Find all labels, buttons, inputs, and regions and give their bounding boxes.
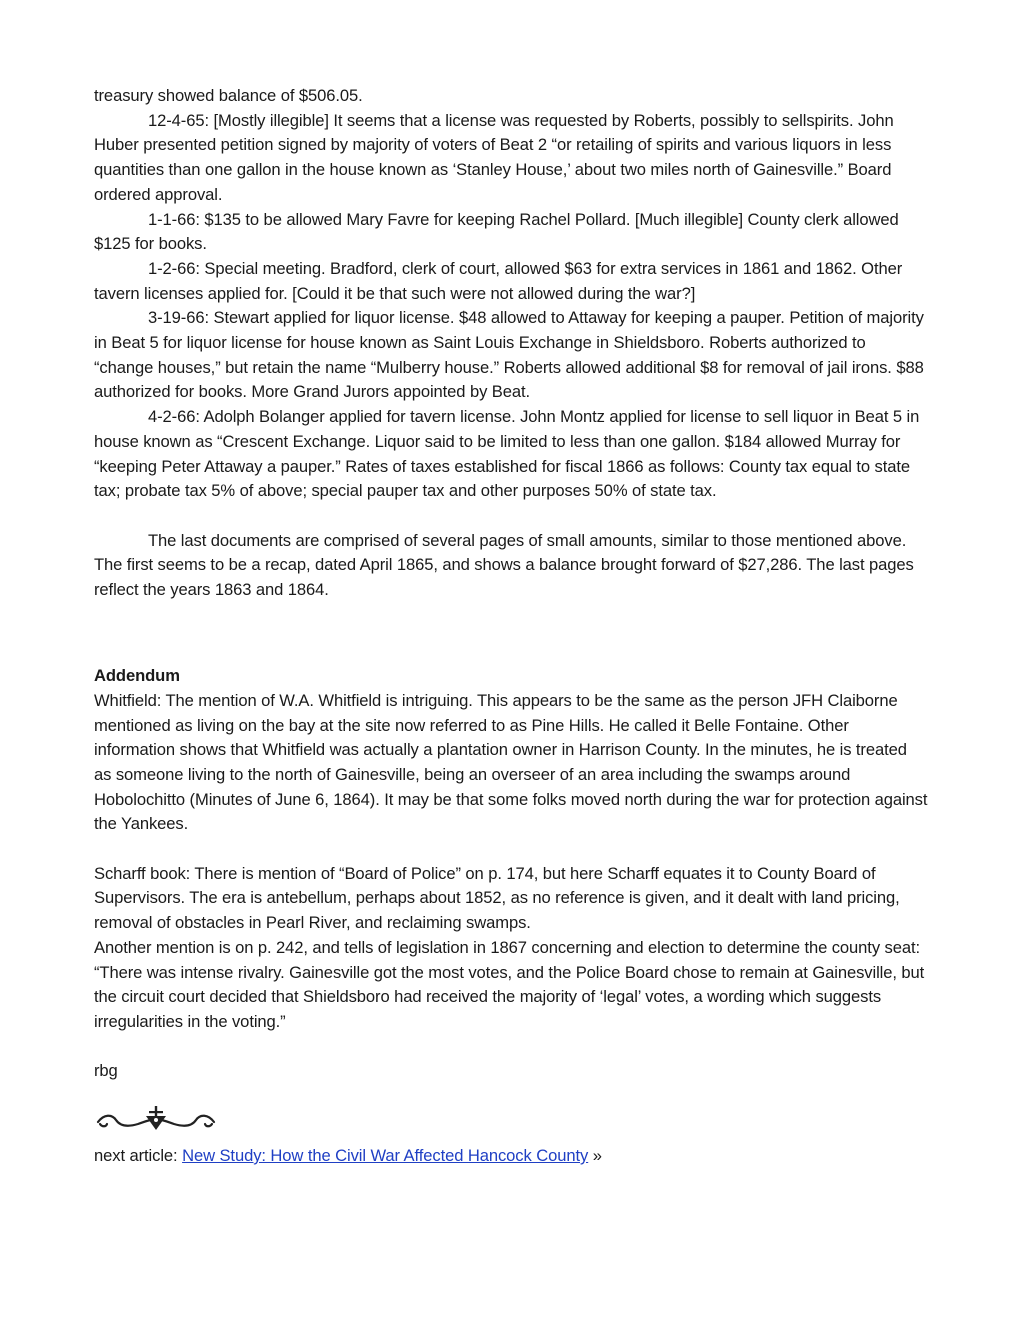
next-article-link[interactable]: New Study: How the Civil War Affected Hancock County [182,1146,589,1166]
decorative-flourish-icon [94,1100,218,1136]
next-article-arrow: » [588,1146,602,1166]
document-body [94,84,928,1169]
paragraph-4-2-66: 4-2-66: Adolph Bolanger applied for tavern license. John Montz applied for license to sell liquor in Beat 5 in house known as “Crescent Exchange. Liquor said to be limited to less than one gallon. $184 allowed Murray for “keeping Peter Attaway a pauper.” Rates of taxes established for fiscal 1866 as follows: County tax equal to state tax; probate tax 5% of above; special pauper tax and other purposes 50% of state tax. [94,407,920,501]
paragraph-treasury: treasury showed balance of $506.05. [94,86,363,105]
spacer [94,504,928,529]
paragraph-scharff: Scharff book: There is mention of “Board of Police” on p. 174, but here Scharff equates it to County Board of Supervisors. The era is antebellum, perhaps about 1852, as no reference is given, and it dealt with land pricing, removal of obstacles in Pearl River, and reclaiming swamps. [94,863,900,933]
paragraph-12-4-65: 12-4-65: [Mostly illegible] It seems that a license was requested by Roberts, possibly to sellspirits. John Huber presented petition signed by majority of voters of Beat 2 “or retailing of spirits and various liquors in less quantities than one gallon in the house known as ‘Stanley House,’ about two miles north of Gainesville.” Board ordered approval. [94,110,894,204]
next-article-prefix: next article: [94,1146,183,1166]
addendum-heading: Addendum [94,666,180,686]
paragraph-1-2-66: 1-2-66: Special meeting. Bradford, clerk of court, allowed $63 for extra services in 1861 and 1862. Other tavern licenses applied for. [Could it be that such were not allowed during the war?] [94,258,903,303]
paragraph-another-mention: Another mention is on p. 242, and tells of legislation in 1867 concerning and election to determine the county seat: “There was intense rivalry. Gainesville got the most votes, and the Police Board chose to remain at Gainesville, but the circuit court decided that Shieldsboro had received the majority of ‘legal’ votes, a wording which suggests irregularities in the voting.” [94,937,925,1031]
spacer [94,652,928,664]
spacer [94,1035,928,1060]
signature: rbg [94,1061,118,1081]
spacer [94,603,928,652]
next-article-line [94,1144,928,1169]
paragraph-3-19-66: 3-19-66: Stewart applied for liquor license. $48 allowed to Attaway for keeping a pauper. Petition of majority in Beat 5 for liquor license for house known as Saint Louis Exchange in Shieldsboro. Roberts authorized to “change houses,” but retain the name “Mulberry house.” Roberts allowed additional $8 for removal of jail irons. $88 authorized for books. More Grand Jurors appointed by Beat. [94,308,924,402]
paragraph-1-1-66: 1-1-66: $135 to be allowed Mary Favre for keeping Rachel Pollard. [Much illegible] County clerk allowed $125 for books. [94,209,899,254]
minutes-entries [94,84,928,504]
paragraph-whitfield: Whitfield: The mention of W.A. Whitfield is intriguing. This appears to be the same as the person JFH Claiborne mentioned as living on the bay at the site now referred to as Pine Hills. He called it Belle Fontaine. Other information shows that Whitfield was actually a plantation owner in Harrison County. In the minutes, he is treated as someone living to the north of Gainesville, being an overseer of an area including the swamps around Hobolochitto (Minutes of June 6, 1864). It may be that some folks moved north during the war for protection against the Yankees. [94,690,928,834]
paragraph-last-documents: The last documents are comprised of several pages of small amounts, similar to those mentioned above. The first seems to be a recap, dated April 1865, and shows a balance brought forward of $27,286. The last pages reflect the years 1863 and 1864. [94,530,914,600]
spacer [94,837,928,862]
